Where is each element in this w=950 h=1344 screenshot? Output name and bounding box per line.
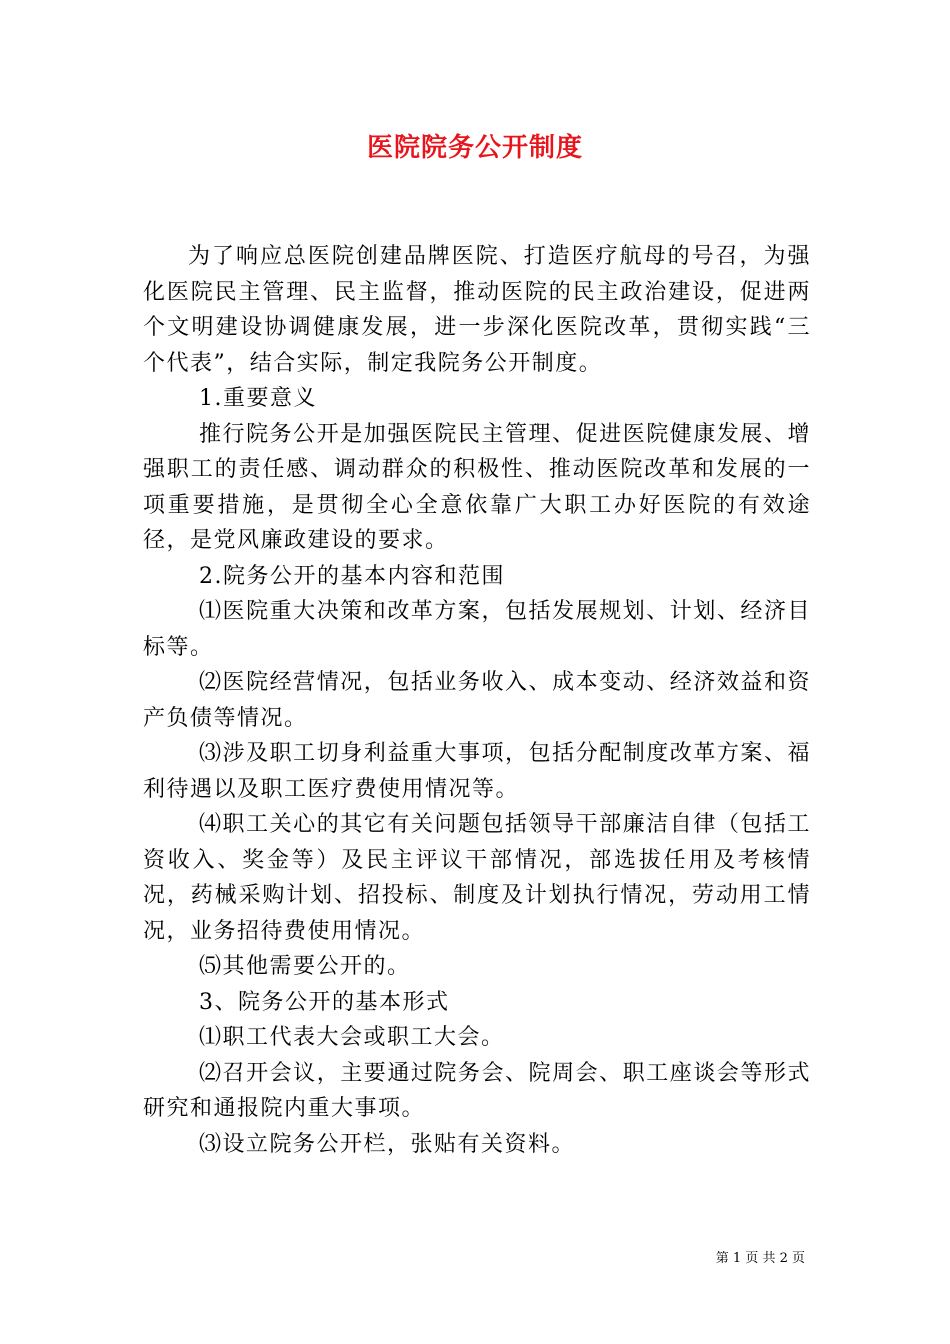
paragraph-intro: 为了响应总医院创建品牌医院、打造医疗航母的号召，为强化医院民主管理、民主监督，推动医院的民主政治建设，促进两个文明建设协调健康发展，进一步深化医院改革，贯彻实践“三个代表”，结合实际，制定我院务公开制度。 xyxy=(143,244,811,376)
section-heading-2: 2.院务公开的基本内容和范围 xyxy=(199,563,505,589)
list-item: ⑸其他需要公开的。 xyxy=(199,954,411,979)
section-heading-3: 3、院务公开的基本形式 xyxy=(199,989,450,1015)
section-heading-1: 1.重要意义 xyxy=(199,386,317,411)
list-item: ⑶设立院务公开栏，张贴有关资料。 xyxy=(199,1131,576,1157)
paragraph-significance: 推行院务公开是加强医院民主管理、促进医院健康发展、增强职工的责任感、调动群众的积极性、推动医院改革和发展的一项重要措施，是贯彻全心全意依靠广大职工办好医院的有效途径，是党风廉政建设的要求。 xyxy=(143,421,811,553)
document-body xyxy=(143,239,811,1162)
list-item: ⑷职工关心的其它有关问题包括领导干部廉洁自律（包括工资收入、奖金等）及民主评议干部情况，部选拔任用及考核情况，药械采购计划、招投标、制度及计划执行情况，劳动用工情况，业务招待费使用情况。 xyxy=(143,812,811,944)
list-item: ⑴职工代表大会或职工大会。 xyxy=(199,1025,505,1050)
document-title: 医院院务公开制度 xyxy=(366,133,583,163)
list-item: ⑴医院重大决策和改革方案，包括发展规划、计划、经济目标等。 xyxy=(143,599,811,660)
page-number: 第 1 页 共 2 页 xyxy=(715,1251,805,1266)
list-item: ⑵医院经营情况，包括业务收入、成本变动、经济效益和资产负债等情况。 xyxy=(143,670,811,731)
list-item: ⑶涉及职工切身利益重大事项，包括分配制度改革方案、福利待遇以及职工医疗费使用情况等。 xyxy=(143,741,811,802)
list-item: ⑵召开会议，主要通过院务会、院周会、职工座谈会等形式研究和通报院内重大事项。 xyxy=(143,1060,811,1121)
